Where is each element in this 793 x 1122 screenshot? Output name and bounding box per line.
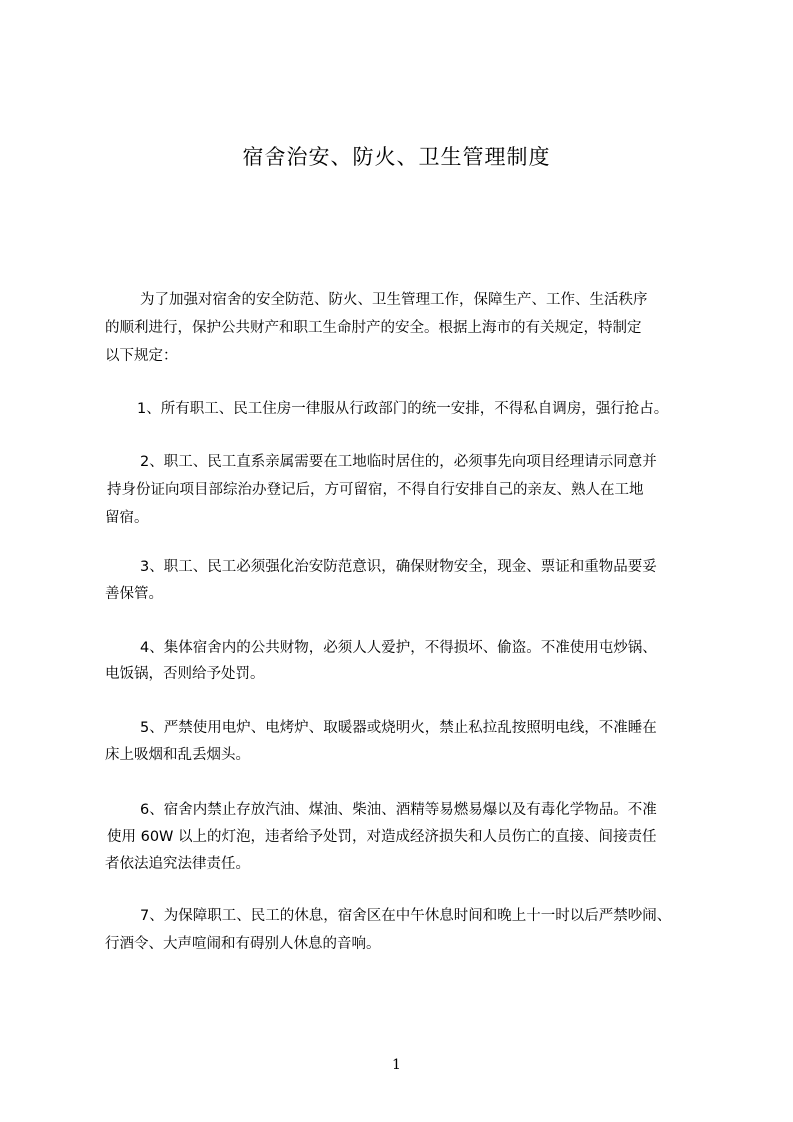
rule-6-line: 使用 60W 以上的灯泡，违者给予处罚，对造成经济损失和人员伤亡的直接、间接责任 xyxy=(107,829,657,845)
rule-4-line: 4、集体宿舍内的公共财物，必须人人爱护，不得损坏、偷盗。不准使用屯炒锅、 xyxy=(140,640,657,656)
rule-2-line: 留宿。 xyxy=(105,510,149,526)
rule-6-line: 者依法追究法律责任。 xyxy=(105,856,250,872)
rule-1-line: 1、所有职工、民工住房一律服从行政部门的统一安排，不得私自调房，强行抢占。 xyxy=(137,401,669,417)
rule-3-line: 善保管。 xyxy=(105,586,163,602)
rule-3-line: 3、职工、民工必须强化治安防范意识，确保财物安全，现金、票证和重物品要妥 xyxy=(140,559,657,575)
intro-line: 以下规定： xyxy=(105,348,178,364)
rule-7-line: 行酒令、大声喧闹和有碍别人休息的音响。 xyxy=(105,936,381,952)
rule-2-line: 2、职工、民工直系亲属需要在工地临时居住的，必须事先向项目经理请示同意并 xyxy=(140,454,657,470)
document-title: 宿舍治安、防火、卫生管理制度 xyxy=(242,145,551,169)
rule-5-line: 5、严禁使用电炉、电烤炉、取暖器或烧明火，禁止私拉乱按照明电线，不准睡在 xyxy=(140,720,657,736)
rule-4-line: 电饭锅，否则给予处罚。 xyxy=(105,666,265,682)
rule-5-line: 床上吸烟和乱丢烟头。 xyxy=(105,747,250,763)
rule-2-line: 持身份证向项目部综治办登记后，方可留宿，不得自行安排自己的亲友、熟人在工地 xyxy=(107,482,644,498)
page-number: 1 xyxy=(392,1057,401,1073)
intro-line: 的顺利进行，保护公共财产和职工生命肘产的安全。根据上海市的有关规定，特制定 xyxy=(105,320,642,336)
rule-7-line: 7、为保障职工、民工的休息，宿舍区在中午休息时间和晚上十一时以后严禁吵闹、 xyxy=(140,908,672,924)
intro-line: 为了加强对宿舍的安全防范、防火、卫生管理工作，保障生产、工作、生活秩序 xyxy=(140,292,648,308)
rule-6-line: 6、宿舍内禁止存放汽油、煤油、柴油、酒精等易燃易爆以及有毒化学物品。不准 xyxy=(140,802,657,818)
